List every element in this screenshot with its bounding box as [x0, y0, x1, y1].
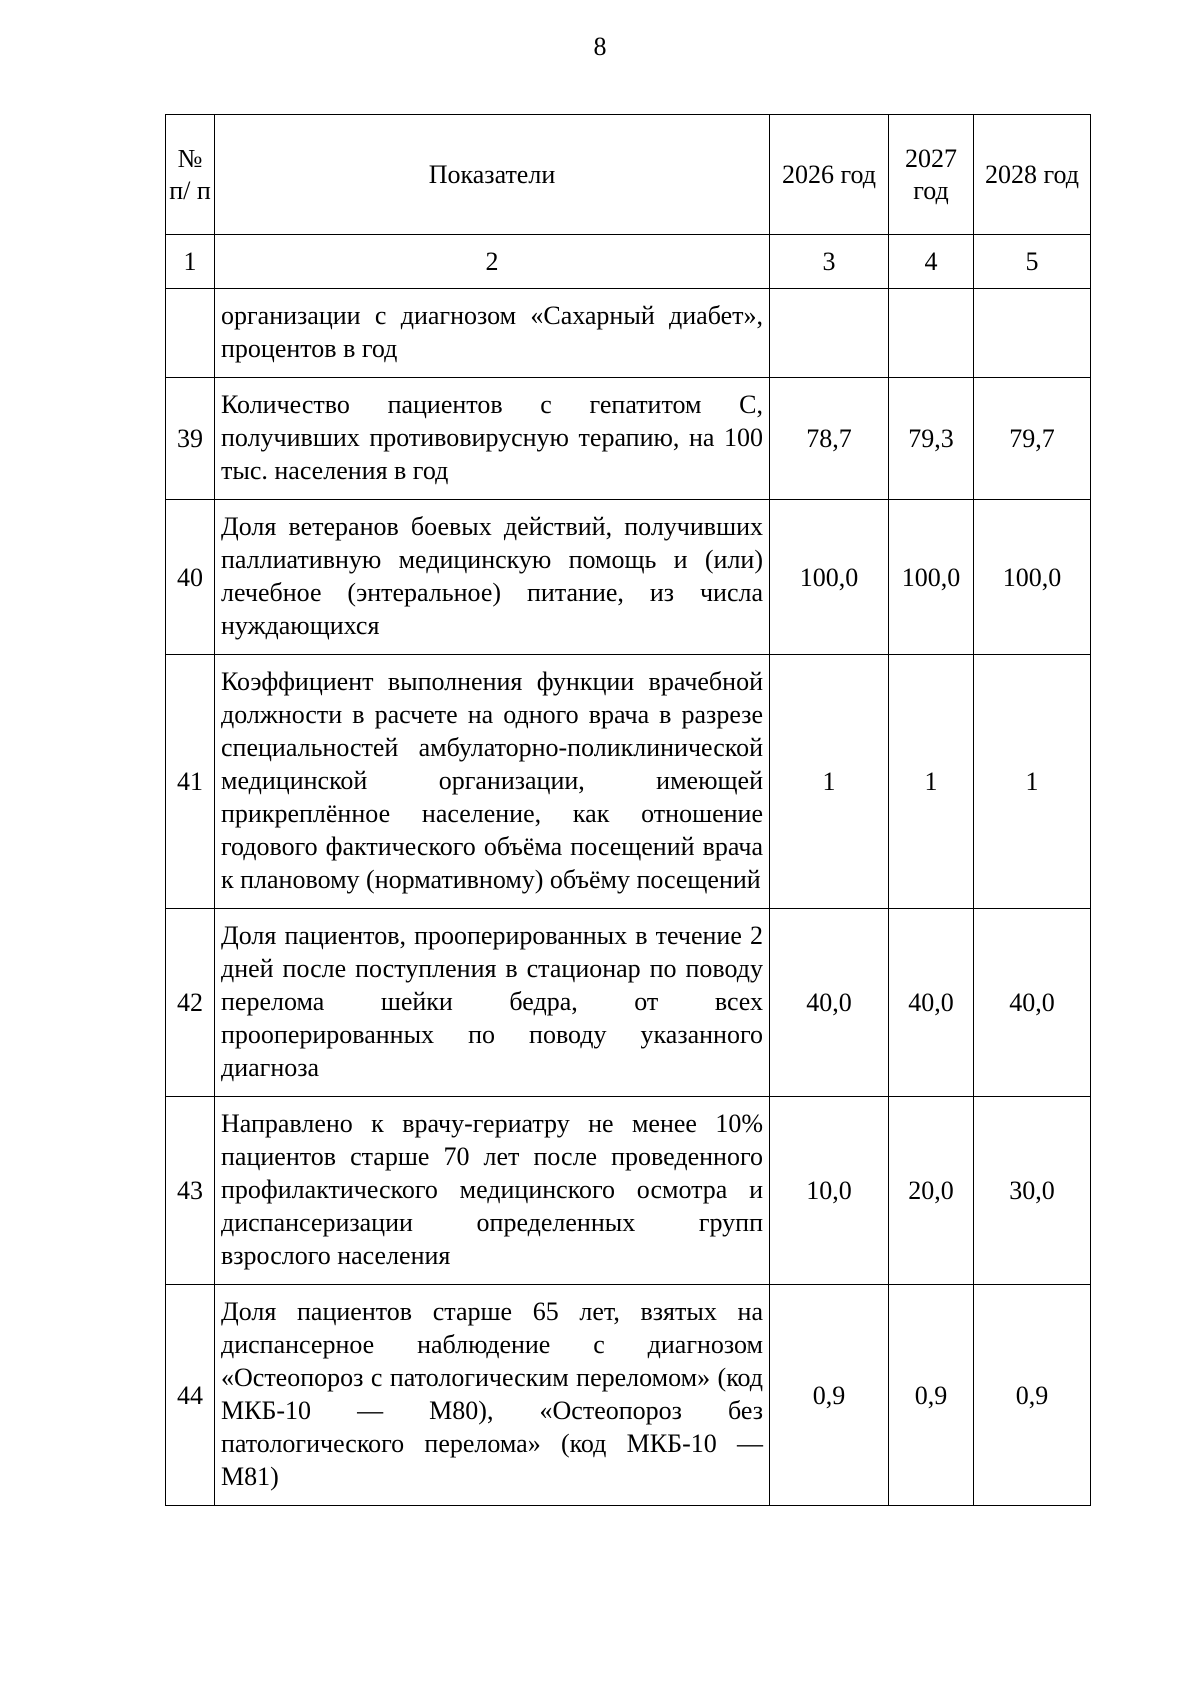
indicator-text: Доля пациентов старше 65 лет, взятых на диспансерное наблюдение с диагнозом «Остеопороз с патологическим переломом» (код МКБ-10 — M80), «Остеопороз без патологического перелома» (код МКБ-10 — M81) [215, 1285, 770, 1506]
value-2027: 1 [889, 655, 974, 909]
value-2028: 79,7 [974, 378, 1091, 500]
column-index-cell: 5 [974, 235, 1091, 289]
value-2027 [889, 289, 974, 378]
indicator-text: Количество пациентов с гепатитом С, получивших противовирусную терапию, на 100 тыс. населения в год [215, 378, 770, 500]
column-index-cell: 1 [166, 235, 215, 289]
indicator-text: Доля пациентов, прооперированных в течение 2 дней после поступления в стационар по поводу перелома шейки бедра, от всех прооперированных по поводу указанного диагноза [215, 909, 770, 1097]
row-number [166, 289, 215, 378]
row-number: 41 [166, 655, 215, 909]
value-2028: 40,0 [974, 909, 1091, 1097]
table-row [166, 500, 1091, 655]
indicator-text: Коэффициент выполнения функции врачебной должности в расчете на одного врача в разрезе специальностей амбулаторно-поликлинической медицинской организации, имеющей прикреплённое население, как отношение годового фактического объёма посещений врача к плановому (нормативному) объёму посещений [215, 655, 770, 909]
indicator-text: Направлено к врачу-гериатру не менее 10% пациентов старше 70 лет после проведенного профилактического медицинского осмотра и диспансеризации определенных групп взрослого населения [215, 1097, 770, 1285]
header-number: № п/ п [166, 115, 215, 235]
value-2026: 0,9 [770, 1285, 889, 1506]
value-2028: 30,0 [974, 1097, 1091, 1285]
column-index-cell: 3 [770, 235, 889, 289]
value-2028 [974, 289, 1091, 378]
page-number: 8 [593, 32, 607, 61]
row-number: 44 [166, 1285, 215, 1506]
table-row [166, 1285, 1091, 1506]
row-number: 40 [166, 500, 215, 655]
value-2026: 78,7 [770, 378, 889, 500]
value-2027: 79,3 [889, 378, 974, 500]
value-2026 [770, 289, 889, 378]
column-index-row [166, 235, 1091, 289]
header-year-2027: 2027 год [889, 115, 974, 235]
indicator-text: Доля ветеранов боевых действий, получивших паллиативную медицинскую помощь и (или) лечебное (энтеральное) питание, из числа нуждающихся [215, 500, 770, 655]
value-2027: 40,0 [889, 909, 974, 1097]
value-2027: 20,0 [889, 1097, 974, 1285]
value-2026: 100,0 [770, 500, 889, 655]
table-row [166, 289, 1091, 378]
header-year-2026: 2026 год [770, 115, 889, 235]
value-2026: 10,0 [770, 1097, 889, 1285]
indicator-text: организации с диагнозом «Сахарный диабет», процентов в год [215, 289, 770, 378]
table-header-row [166, 115, 1091, 235]
column-index-cell: 2 [215, 235, 770, 289]
header-year-2028: 2028 год [974, 115, 1091, 235]
table-row [166, 378, 1091, 500]
indicators-table [165, 114, 1091, 1506]
value-2028: 100,0 [974, 500, 1091, 655]
value-2028: 1 [974, 655, 1091, 909]
value-2027: 0,9 [889, 1285, 974, 1506]
row-number: 42 [166, 909, 215, 1097]
value-2027: 100,0 [889, 500, 974, 655]
table-row [166, 655, 1091, 909]
column-index-cell: 4 [889, 235, 974, 289]
table-row [166, 1097, 1091, 1285]
row-number: 43 [166, 1097, 215, 1285]
value-2028: 0,9 [974, 1285, 1091, 1506]
table-row [166, 909, 1091, 1097]
value-2026: 40,0 [770, 909, 889, 1097]
value-2026: 1 [770, 655, 889, 909]
header-indicator: Показатели [215, 115, 770, 235]
row-number: 39 [166, 378, 215, 500]
